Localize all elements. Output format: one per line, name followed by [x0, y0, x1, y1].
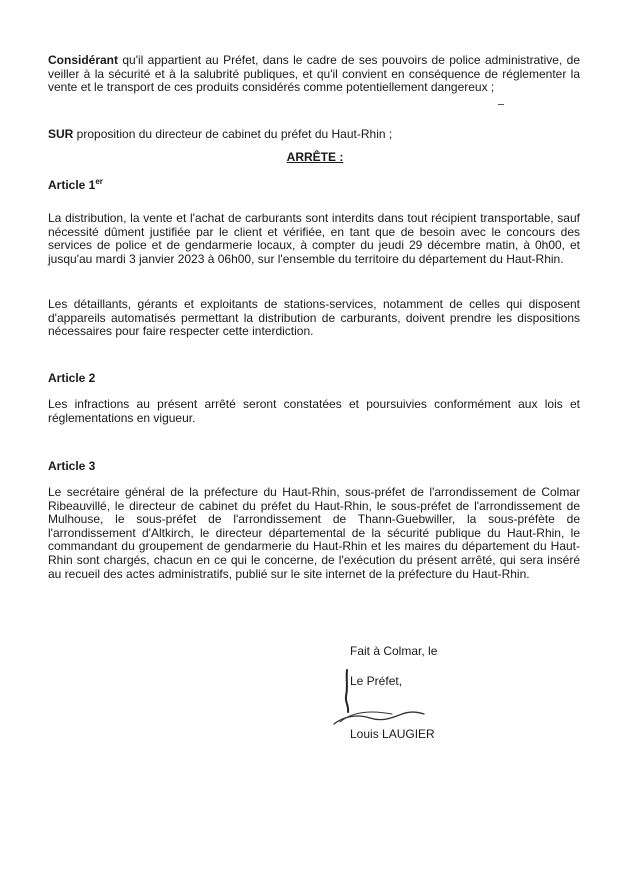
article3-paragraph-1: Le secrétaire général de la préfecture du Haut-Rhin, sous-préfet de l'arrondissement de Colmar Ribeauvillé, le directeur de cabinet du préfet du Haut-Rhin, le sous-préfet de l'arrondissement de Mulhouse, le sous-préfet de l'arrondissement de Thann-Guebwiller, la sous-préfète de l'arrondissement d'Altkirch, le directeur départemental de la sécurité publique du Haut-Rhin, le commandant du groupement de gendarmerie du Haut-Rhin et les maires du département du Haut-Rhin sont chargés, chacun en ce qui le concerne, de l'exécution du présent arrêté, qui sera inséré au recueil des actes administratifs, publié sur le site internet de la préfecture du Haut-Rhin.	[48, 485, 580, 581]
article1-paragraph-2: Les détaillants, gérants et exploitants de stations-services, notamment de celles qui disposent d'appareils automatisés permettant la distribution de carburants, doivent prendre les dispositions nécessaires pour faire respecter cette interdiction.	[48, 297, 580, 339]
article2-title: Article 2	[48, 371, 96, 385]
sur-paragraph	[48, 128, 580, 142]
signature-place-date: Fait à Colmar, le	[350, 644, 438, 658]
article1-title	[48, 178, 103, 192]
sur-text: proposition du directeur de cabinet du préfet du Haut-Rhin ;	[73, 127, 393, 141]
considerant-text: qu'il appartient au Préfet, dans le cadre de ses pouvoirs de police administrative, de veiller à la sécurité et à la salubrité publiques, et qu'il convient en conséquence de réglementer la vente et le transport de ces produits considérés comme potentiellement dangereux ;	[48, 53, 580, 95]
considerant-lead: Considérant	[48, 53, 119, 67]
article1-title-sup: er	[95, 177, 103, 186]
article2-paragraph-1: Les infractions au présent arrêté seront constatées et poursuivies conformément aux lois et réglementations en vigueur.	[48, 397, 580, 425]
considerant-paragraph	[48, 54, 580, 95]
signature-name: Louis LAUGIER	[350, 727, 435, 741]
sur-lead: SUR	[48, 127, 74, 141]
article1-title-text: Article 1	[48, 178, 96, 192]
article3-title: Article 3	[48, 459, 96, 473]
signature-role: Le Préfet,	[350, 674, 403, 688]
stray-mark	[498, 104, 504, 105]
article1-paragraph-1: La distribution, la vente et l'achat de carburants sont interdits dans tout récipient transportable, sauf nécessité dûment justifiée par le client et vérifiée, en tant que de besoin avec le concours des services de police et de gendarmerie locaux, à compter du jeudi 29 décembre matin, à 0h00, et jusqu'au mardi 3 janvier 2023 à 06h00, sur l'ensemble du territoire du département du Haut-Rhin.	[48, 211, 580, 266]
handwritten-signature	[330, 662, 440, 732]
arrete-title: ARRÊTE :	[286, 150, 344, 164]
